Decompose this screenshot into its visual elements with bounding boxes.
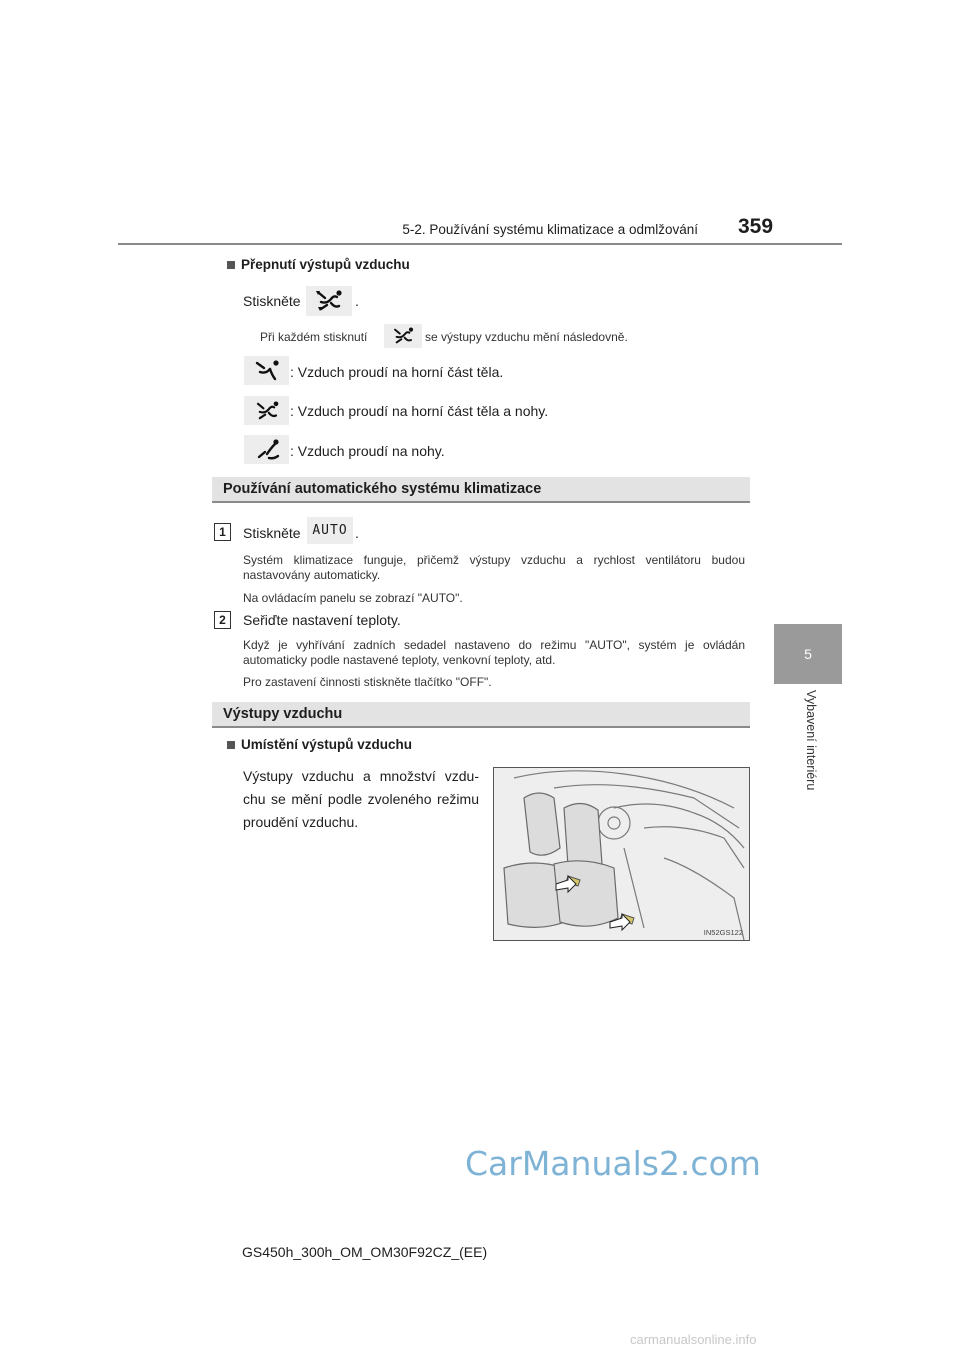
car-interior-drawing — [494, 768, 749, 940]
vents-description: Výstupy vzduchu a množství vzdu- chu se mění podle zvoleného režimu proudění vzduchu. — [243, 768, 479, 830]
auto-section-header: Používání automatického systému klimatizace — [212, 477, 750, 503]
step2-description: Když je vyhřívání zadních sedadel nastaveno do režimu "AUTO", systém je ovládán automaticky podle nastavené teploty, venkovní teploty, atd. — [243, 638, 745, 667]
document-code: GS450h_300h_OM_OM30F92CZ_(EE) — [242, 1244, 488, 1260]
step1-suffix: . — [355, 525, 359, 541]
press-suffix: . — [355, 293, 359, 309]
chapter-label: Vybavení interiéru — [804, 690, 818, 791]
mode-text-feet: : Vzduch proudí na nohy. — [290, 443, 445, 459]
step2-text: Seřiďte nastavení teploty. — [243, 612, 401, 628]
page-number: 359 — [738, 215, 774, 238]
vents-section-header: Výstupy vzduchu — [212, 702, 750, 728]
press-prefix: Stiskněte — [243, 293, 301, 309]
header-rule — [118, 243, 842, 245]
bi-level-airflow-icon — [244, 396, 289, 425]
mode-text-face: : Vzduch proudí na horní část těla. — [290, 364, 504, 380]
mode-text-bi-level: : Vzduch proudí na horní část těla a nohy. — [290, 403, 549, 419]
section-title: 5-2. Používání systému klimatizace a odmlžování — [402, 222, 698, 237]
image-code: IN52GS122 — [703, 928, 743, 937]
step1-description: Systém klimatizace funguje, přičemž výstupy vzduchu a rychlost ventilátoru budou nastavovány automaticky. — [243, 553, 745, 582]
step1-note: Na ovládacím panelu se zobrazí "AUTO". — [243, 591, 463, 605]
bi-level-airflow-icon — [306, 286, 352, 316]
chapter-number: 5 — [804, 646, 812, 662]
bi-level-airflow-icon — [384, 324, 422, 348]
note-prefix: Při každém stisknutí — [260, 330, 368, 344]
step2-note: Pro zastavení činnosti stiskněte tlačítko "OFF". — [243, 675, 492, 689]
chapter-tab — [774, 624, 842, 684]
step-number-1: 1 — [214, 523, 231, 541]
car-interior-illustration — [493, 767, 750, 941]
watermark-secondary: carmanualsonline.info — [630, 1332, 757, 1347]
face-airflow-icon — [244, 356, 289, 385]
step-number-2: 2 — [214, 611, 231, 629]
watermark-logo: CarManuals2.com — [465, 1144, 761, 1183]
auto-button-icon: AUTO — [307, 517, 353, 544]
step1-prefix: Stiskněte — [243, 525, 301, 541]
bullet-square-icon — [227, 741, 235, 749]
switch-vents-heading: Přepnutí výstupů vzduchu — [227, 257, 410, 272]
bullet-square-icon — [227, 261, 235, 269]
vents-location-heading: Umístění výstupů vzduchu — [227, 737, 412, 752]
note-suffix: se výstupy vzduchu mění následovně. — [425, 330, 628, 344]
feet-airflow-icon — [244, 435, 289, 464]
